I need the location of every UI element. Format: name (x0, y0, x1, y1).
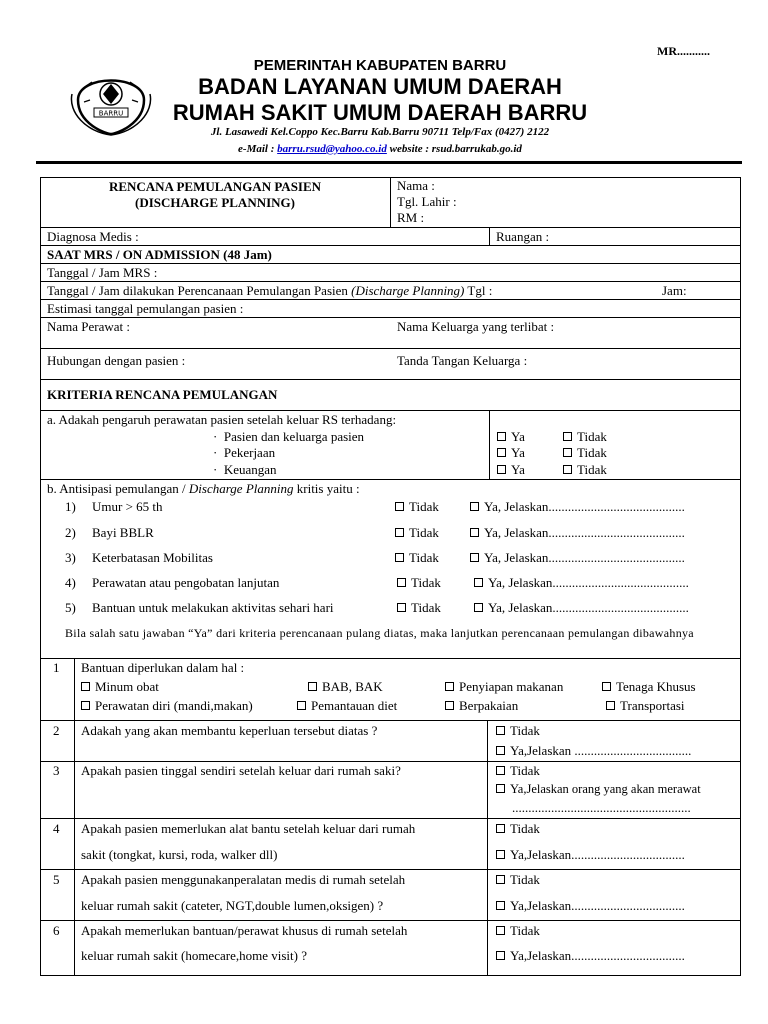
q3-label: Apakah pasien tinggal sendiri setelah keluar dari rumah saki? (81, 763, 401, 778)
q2-ya-checkbox[interactable]: Ya,Jelaskan .................................... (496, 743, 691, 759)
checkbox-icon (497, 432, 506, 441)
form-subtitle: (DISCHARGE PLANNING) (135, 195, 295, 210)
estimated-discharge-field[interactable]: Estimasi tanggal pemulangan pasien : (47, 301, 244, 316)
checkbox-icon (470, 528, 479, 537)
b1-label: Umur > 65 th (92, 499, 163, 514)
q4-label-line2: sakit (tongkat, kursi, roda, walker dll) (81, 847, 278, 862)
q1-transportasi-checkbox[interactable]: Transportasi (606, 698, 685, 714)
email-link[interactable]: barru.rsud@yahoo.co.id (277, 143, 387, 155)
b3-label: Keterbatasan Mobilitas (92, 550, 213, 565)
b4-ya-checkbox[interactable]: Ya, Jelaskan.......................................... (474, 575, 689, 591)
q3-explain-line[interactable]: ....................................................... (512, 800, 691, 815)
checkbox-icon (395, 553, 404, 562)
b3-ya-checkbox[interactable]: Ya, Jelaskan.......................................... (470, 550, 685, 566)
b2-tidak-checkbox[interactable]: Tidak (395, 525, 439, 541)
checkbox-icon (496, 766, 505, 775)
q6-label-line2: keluar rumah sakit (homecare,home visit) ? (81, 948, 307, 963)
patient-name-field[interactable]: Nama : (397, 178, 435, 193)
planning-time-field[interactable]: Jam: (662, 283, 687, 298)
q5-label-line1: Apakah pasien menggunakanperalatan medis di rumah setelah (81, 872, 406, 887)
a2-tidak-checkbox[interactable]: Tidak (563, 445, 607, 461)
form-title: RENCANA PEMULANGAN PASIEN (108, 179, 322, 194)
b4-num: 4) (65, 575, 76, 590)
q1-bab-bak-checkbox[interactable]: BAB, BAK (308, 679, 383, 695)
b4-tidak-checkbox[interactable]: Tidak (397, 575, 441, 591)
b5-ya-checkbox[interactable]: Ya, Jelaskan.......................................... (474, 600, 689, 616)
q4-number: 4 (53, 821, 60, 836)
checkbox-icon (496, 951, 505, 960)
q2-tidak-checkbox[interactable]: Tidak (496, 723, 540, 739)
header-government: PEMERINTAH KABUPATEN BARRU (253, 57, 507, 74)
q6-tidak-checkbox[interactable]: Tidak (496, 923, 540, 939)
q1-perawatan-diri-checkbox[interactable]: Perawatan diri (mandi,makan) (81, 698, 253, 714)
checkbox-icon (496, 784, 505, 793)
checkbox-icon (602, 682, 611, 691)
nurse-name-field[interactable]: Nama Perawat : (47, 319, 131, 334)
q1-number: 1 (53, 660, 60, 675)
diagnosis-field[interactable]: Diagnosa Medis : (47, 229, 139, 244)
b2-ya-checkbox[interactable]: Ya, Jelaskan.......................................... (470, 525, 685, 541)
q6-label-line1: Apakah memerlukan bantuan/perawat khusus di rumah setelah (81, 923, 408, 938)
b3-tidak-checkbox[interactable]: Tidak (395, 550, 439, 566)
checkbox-icon (497, 448, 506, 457)
a-item-work: · Pekerjaan (213, 445, 276, 460)
header-contact: e-Mail : barru.rsud@yahoo.co.id website : rsud.barrukab.go.id (238, 143, 522, 155)
checkbox-icon (496, 850, 505, 859)
checkbox-icon (445, 701, 454, 710)
mr-number: MR........... (657, 44, 710, 58)
b2-num: 2) (65, 525, 76, 540)
checkbox-icon (563, 432, 572, 441)
checkbox-icon (474, 603, 483, 612)
a-item-finance: · Keuangan (213, 462, 277, 477)
planning-date-field[interactable]: Tanggal / Jam dilakukan Perencanaan Pemulangan Pasien (Discharge Planning) Tgl : (47, 283, 493, 298)
q6-number: 6 (53, 923, 60, 938)
header-hospital: RUMAH SAKIT UMUM DAERAH BARRU (172, 100, 588, 125)
b1-tidak-checkbox[interactable]: Tidak (395, 499, 439, 515)
q1-pemantauan-diet-checkbox[interactable]: Pemantauan diet (297, 698, 397, 714)
q5-tidak-checkbox[interactable]: Tidak (496, 872, 540, 888)
checkbox-icon (496, 746, 505, 755)
checkbox-icon (297, 701, 306, 710)
a1-tidak-checkbox[interactable]: Tidak (563, 429, 607, 445)
q5-number: 5 (53, 872, 60, 887)
section-a-question: a. Adakah pengaruh perawatan pasien setelah keluar RS terhadang: (47, 412, 397, 427)
q4-label-line1: Apakah pasien memerlukan alat bantu setelah keluar dari rumah (81, 821, 416, 836)
q1-label: Bantuan diperlukan dalam hal : (81, 660, 245, 675)
admission-date-field[interactable]: Tanggal / Jam MRS : (47, 265, 158, 280)
header-divider (36, 161, 742, 164)
q6-ya-checkbox[interactable]: Ya,Jelaskan................................... (496, 948, 685, 964)
a3-ya-checkbox[interactable]: Ya (497, 462, 525, 478)
checkbox-icon (496, 726, 505, 735)
checkbox-icon (606, 701, 615, 710)
checkbox-icon (563, 465, 572, 474)
checkbox-icon (397, 603, 406, 612)
checkbox-icon (445, 682, 454, 691)
checkbox-icon (395, 502, 404, 511)
checkbox-icon (81, 682, 90, 691)
a1-ya-checkbox[interactable]: Ya (497, 429, 525, 445)
b2-label: Bayi BBLR (92, 525, 154, 540)
q5-ya-checkbox[interactable]: Ya,Jelaskan................................... (496, 898, 685, 914)
checkbox-icon (397, 578, 406, 587)
checkbox-icon (81, 701, 90, 710)
q1-berpakaian-checkbox[interactable]: Berpakaian (445, 698, 518, 714)
checkbox-icon (496, 824, 505, 833)
logo-text: BARRU (98, 109, 124, 118)
checkbox-icon (496, 901, 505, 910)
q1-minum-obat-checkbox[interactable]: Minum obat (81, 679, 159, 695)
checkbox-icon (395, 528, 404, 537)
b5-num: 5) (65, 600, 76, 615)
q1-tenaga-khusus-checkbox[interactable]: Tenaga Khusus (602, 679, 696, 695)
b3-num: 3) (65, 550, 76, 565)
section-b-question: b. Antisipasi pemulangan / Discharge Planning kritis yaitu : (47, 481, 360, 496)
q4-tidak-checkbox[interactable]: Tidak (496, 821, 540, 837)
q2-number: 2 (53, 723, 60, 738)
b5-label: Bantuan untuk melakukan aktivitas sehari hari (92, 600, 334, 615)
b1-ya-checkbox[interactable]: Ya, Jelaskan.......................................... (470, 499, 685, 515)
rm-field[interactable]: RM : (397, 210, 425, 225)
header-agency: BADAN LAYANAN UMUM DAERAH (198, 74, 562, 99)
header-address: Jl. Lasawedi Kel.Coppo Kec.Barru Kab.Barru 90711 Telp/Fax (0427) 2122 (210, 126, 550, 138)
b1-num: 1) (65, 499, 76, 514)
criteria-heading: KRITERIA RENCANA PEMULANGAN (47, 387, 278, 402)
birth-date-field[interactable]: Tgl. Lahir : (397, 194, 457, 209)
q4-ya-checkbox[interactable]: Ya,Jelaskan................................... (496, 847, 685, 863)
checkbox-icon (308, 682, 317, 691)
family-signature-field[interactable]: Tanda Tangan Keluarga : (397, 353, 528, 368)
checkbox-icon (496, 875, 505, 884)
admission-heading: SAAT MRS / ON ADMISSION (48 Jam) (47, 247, 272, 262)
q2-label: Adakah yang akan membantu keperluan tersebut diatas ? (81, 723, 378, 738)
a-item-patient-family: · Pasien dan keluarga pasien (213, 429, 365, 444)
a2-ya-checkbox[interactable]: Ya (497, 445, 525, 461)
b5-tidak-checkbox[interactable]: Tidak (397, 600, 441, 616)
checkbox-icon (497, 465, 506, 474)
relationship-field[interactable]: Hubungan dengan pasien : (47, 353, 186, 368)
checkbox-icon (496, 926, 505, 935)
q3-number: 3 (53, 763, 60, 778)
q3-tidak-checkbox[interactable]: Tidak (496, 763, 540, 779)
q3-ya-checkbox[interactable]: Ya,Jelaskan orang yang akan merawat (496, 781, 701, 797)
family-name-field[interactable]: Nama Keluarga yang terlibat : (397, 319, 555, 334)
b4-label: Perawatan atau pengobatan lanjutan (92, 575, 280, 590)
checkbox-icon (474, 578, 483, 587)
q1-penyiapan-makanan-checkbox[interactable]: Penyiapan makanan (445, 679, 563, 695)
checkbox-icon (470, 553, 479, 562)
q5-label-line2: keluar rumah sakit (cateter, NGT,double lumen,oksigen) ? (81, 898, 384, 913)
room-field[interactable]: Ruangan : (496, 229, 550, 244)
continuation-note: Bila salah satu jawaban “Ya” dari kriteria perencanaan pulang diatas, maka lanjutkan perencanaan pemulangan dibawahnya (65, 626, 694, 640)
checkbox-icon (470, 502, 479, 511)
a3-tidak-checkbox[interactable]: Tidak (563, 462, 607, 478)
checkbox-icon (563, 448, 572, 457)
